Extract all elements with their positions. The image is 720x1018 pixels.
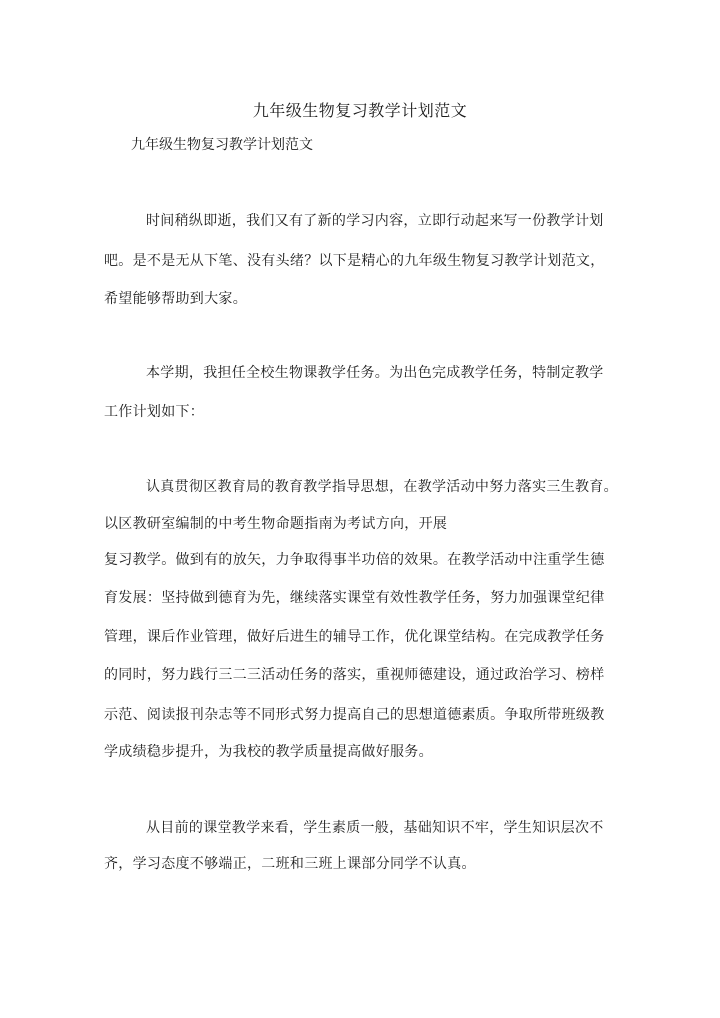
paragraph-2-line-2: 工作计划如下： <box>104 404 205 420</box>
paragraph-4-line-1: 从目前的课堂教学来看，学生素质一般，基础知识不牢，学生知识层次不 <box>146 820 604 836</box>
document-title: 九年级生物复习教学计划范文 <box>252 101 468 120</box>
paragraph-3-line-2: 以区教研室编制的中考生物命题指南为考试方向，开展 <box>104 516 448 532</box>
paragraph-1-line-3: 希望能够帮助到大家。 <box>104 291 247 307</box>
paragraph-1-line-1: 时间稍纵即逝，我们又有了新的学习内容，立即行动起来写一份教学计划 <box>146 213 604 229</box>
paragraph-1-line-2: 吧。是不是无从下笔、没有头绪？以下是精心的九年级生物复习教学计划范文， <box>104 253 605 269</box>
document-subtitle: 九年级生物复习教学计划范文 <box>131 137 313 153</box>
paragraph-3-line-3: 复习教学。做到有的放矢，力争取得事半功倍的效果。在教学活动中注重学生德 <box>104 552 605 568</box>
paragraph-3-line-8: 学成绩稳步提升，为我校的教学质量提高做好服务。 <box>104 744 433 760</box>
paragraph-2-line-1: 本学期，我担任全校生物课教学任务。为出色完成教学任务，特制定教学 <box>146 365 604 381</box>
paragraph-3-line-6: 的同时，努力践行三二三活动任务的落实，重视师德建设，通过政治学习、榜样 <box>104 667 605 683</box>
paragraph-3-line-4: 育发展：坚持做到德育为先，继续落实课堂有效性教学任务，努力加强课堂纪律 <box>104 590 605 606</box>
paragraph-4-line-2: 齐，学习态度不够端正，二班和三班上课部分同学不认真。 <box>104 856 476 872</box>
paragraph-3-line-5: 管理，课后作业管理，做好后进生的辅导工作，优化课堂结构。在完成教学任务 <box>104 629 605 645</box>
paragraph-3-line-1: 认真贯彻区教育局的教育教学指导思想，在教学活动中努力落实三生教育。 <box>146 479 618 495</box>
paragraph-3-line-7: 示范、阅读报刊杂志等不同形式努力提高自己的思想道德素质。争取所带班级教 <box>104 707 605 723</box>
